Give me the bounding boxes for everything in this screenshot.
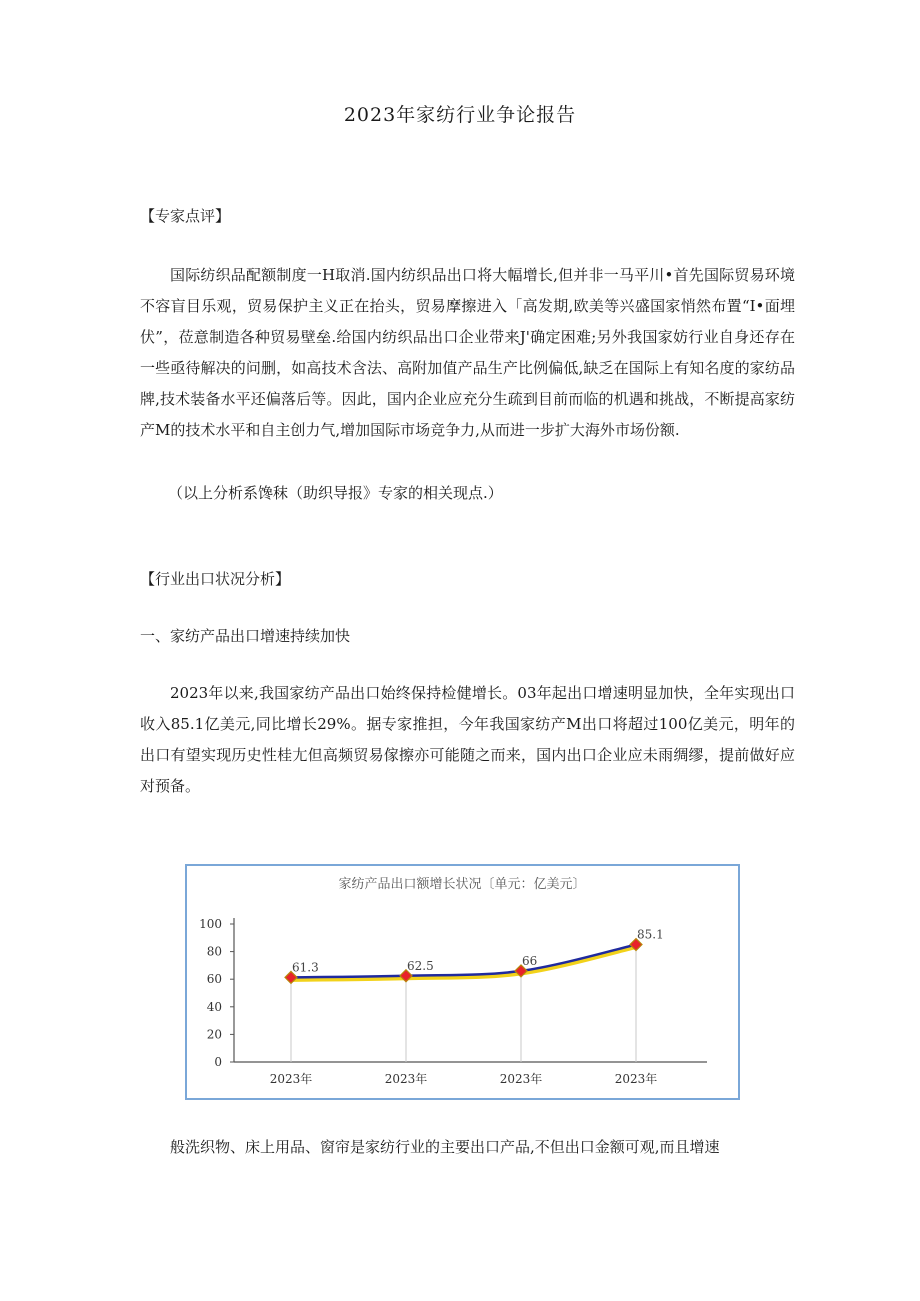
x-tick-label: 2023年 xyxy=(614,1072,658,1086)
x-tick-label: 2023年 xyxy=(384,1072,428,1086)
data-label: 85.1 xyxy=(637,927,664,942)
y-tick-label: 0 xyxy=(214,1055,222,1069)
y-tick-label: 80 xyxy=(206,944,222,959)
chart-marks xyxy=(285,928,664,984)
source-note: （以上分析系馋秣（助织导报》专家的相关现点.） xyxy=(168,484,503,502)
expert-review-paragraph: 国际纺织品配额制度一H取消.国内纺织品出口将大幅增长,但并非一马平川•首先国际贸易环境不容盲目乐观，贸易保护主义正在抬头，贸易摩擦进入「高发期,欧美等兴盛国家悄然布置“I•面埋伏”，莅意制造各种贸易壁垒.给国内纺织品出口企业带来J'确定困难;另外我国家妨行业自身还存在一些亟待解决的问删，如高技术含法、高附加值产品生产比例偏低,缺乏在国际上有知名度的家纺品牌,技术装备水平还偏落后等。因此，国内企业应充分生疏到目前而临的机遇和挑战，不断提高家纺产M的技术水平和自主创力气,增加国际市场竞争力,从而进一步扩大海外市场份额. xyxy=(140,266,795,439)
x-tick-label: 2023年 xyxy=(499,1072,543,1086)
x-tick-label: 2023年 xyxy=(269,1072,313,1086)
data-label: 66 xyxy=(522,953,538,968)
y-tick-label: 100 xyxy=(199,917,222,931)
data-label: 62.5 xyxy=(407,958,434,973)
export-analysis-label: 【行业出口状况分析】 xyxy=(140,570,291,588)
chart-title: 家纺产品出口额增长状况〔单元：亿美元〕 xyxy=(338,877,586,892)
bottom-paragraph: 般洗织物、床上用品、窗帘是家纺行业的主要出口产品,不但出口金额可观,而且增速 xyxy=(170,1138,720,1156)
chart-canvas xyxy=(187,866,738,1098)
chart-axes xyxy=(199,917,707,1086)
export-paragraph: 2023年以来,我国家纺产品出口始终保持检健增长。03年起出口增速明显加快，全年实现出口收入85.1亿美元,同比增长29%。据专家推担，今年我国家纺产M出口将超过100亿美元，明年的出口有望实现历史性桂尢但高频贸易傢擦亦可能随之而来，国内出口企业应未雨绸缪，提前做好应对预备。 xyxy=(140,684,795,795)
export-growth-chart xyxy=(185,864,740,1100)
section-heading-1: 一、家纺产品出口增速持续加快 xyxy=(140,627,351,645)
y-tick-label: 20 xyxy=(206,1027,222,1042)
document-title: 2023年家纺行业争论报告 xyxy=(343,104,577,126)
data-label: 61.3 xyxy=(292,960,319,975)
y-tick-label: 60 xyxy=(206,972,222,987)
y-tick-label: 40 xyxy=(206,999,222,1014)
expert-review-label: 【专家点评】 xyxy=(140,207,231,225)
